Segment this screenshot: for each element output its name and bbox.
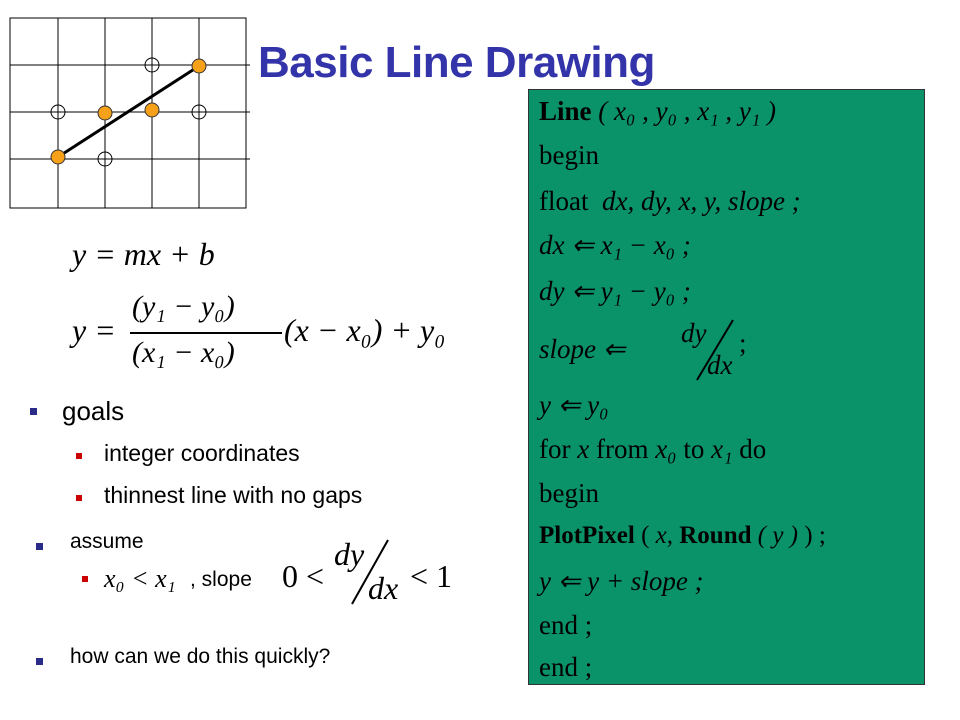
- bullet-assume: assume: [70, 530, 144, 553]
- slope-cond-num: dy: [334, 536, 365, 572]
- equation-line: [72, 236, 215, 273]
- code-slope-den: dx: [707, 350, 733, 380]
- code-line-11: [539, 566, 704, 597]
- code-loop-var: x: [577, 434, 590, 464]
- code-line-10: [539, 522, 826, 550]
- code-keyword-for: for: [539, 434, 571, 464]
- pseudocode-panel: [528, 89, 925, 685]
- code-loop-start: x₀: [655, 434, 677, 464]
- pixel-grid-figure: [0, 0, 250, 215]
- code-plot-x: x,: [655, 522, 673, 549]
- slope-cond-den: dx: [368, 570, 399, 606]
- bullet-question: how can we do this quickly?: [70, 645, 331, 668]
- code-line-13: end ;: [539, 652, 593, 682]
- code-keyword-do: do: [739, 434, 767, 464]
- code-line-4: [539, 230, 691, 261]
- eq2-fraction-bar: [130, 332, 282, 334]
- code-slope-end: ;: [739, 328, 747, 358]
- bullet-marker: [76, 495, 82, 501]
- code-keyword-line: Line: [539, 96, 592, 126]
- code-dy-assign: dy ⇐ y₁ − y₀ ;: [539, 276, 691, 306]
- bullet-marker: [76, 453, 82, 459]
- bullet-marker: [82, 576, 88, 582]
- code-keyword-round: Round: [679, 522, 752, 549]
- code-line-1: [539, 96, 776, 127]
- code-line-2: begin: [539, 140, 599, 170]
- code-line-6: [539, 318, 919, 382]
- assume-condition: x₀ < x₁: [104, 564, 176, 593]
- code-dx-assign: dx ⇐ x₁ − x₀ ;: [539, 230, 691, 260]
- code-line-12: end ;: [539, 610, 593, 640]
- slope-cond-right: < 1: [410, 558, 453, 594]
- code-keyword-from: from: [595, 434, 649, 464]
- code-loop-end: x₁: [711, 434, 733, 464]
- bullet-goal-1: integer coordinates: [104, 440, 300, 466]
- chosen-pixel: [98, 106, 112, 120]
- assume-slope-word: , slope: [190, 568, 252, 591]
- code-keyword-to: to: [683, 434, 705, 464]
- bullet-goals: goals: [62, 396, 125, 426]
- code-line-args: ( x₀ , y₀ , x₁ , y₁ ): [598, 96, 776, 126]
- code-keyword-float: float: [539, 186, 589, 216]
- slope-cond-left: 0 <: [282, 558, 325, 594]
- eq2-rhs: (x − x₀) + y₀: [284, 312, 446, 348]
- code-line-7: [539, 390, 608, 421]
- code-slope-lhs: slope ⇐: [539, 334, 626, 364]
- grid-lines: [10, 18, 250, 208]
- equation-slope-intercept: y = mx + b: [72, 236, 215, 272]
- code-line-9: begin: [539, 478, 599, 508]
- equation-two-point: [72, 290, 446, 380]
- slide-title: Basic Line Drawing: [258, 38, 655, 87]
- code-open-paren: (: [641, 522, 650, 549]
- code-line-3: [539, 186, 801, 217]
- code-y-init: y ⇐ y₀: [539, 390, 609, 420]
- chosen-pixel: [51, 150, 65, 164]
- code-keyword-plotpixel: PlotPixel: [539, 522, 635, 549]
- bullet-marker: [36, 543, 43, 550]
- code-close-paren: ) ;: [804, 522, 826, 549]
- bullet-marker: [36, 658, 43, 665]
- code-line-8: [539, 434, 766, 465]
- bullet-goal-2: thinnest line with no gaps: [104, 482, 363, 508]
- eq2-denominator: (x₁ − x₀): [132, 336, 235, 369]
- code-plot-y: ( y ): [757, 522, 799, 549]
- code-y-update: y ⇐ y + slope ;: [539, 566, 704, 596]
- eq2-lhs: y =: [72, 312, 116, 348]
- chosen-pixel: [192, 59, 206, 73]
- eq2-numerator: (y₁ − y₀): [132, 290, 235, 323]
- code-slope-num: dy: [681, 318, 707, 348]
- code-float-vars: dx, dy, x, y, slope ;: [601, 186, 801, 216]
- bullet-marker: [30, 408, 37, 415]
- chosen-pixel: [145, 103, 159, 117]
- code-line-5: [539, 276, 691, 307]
